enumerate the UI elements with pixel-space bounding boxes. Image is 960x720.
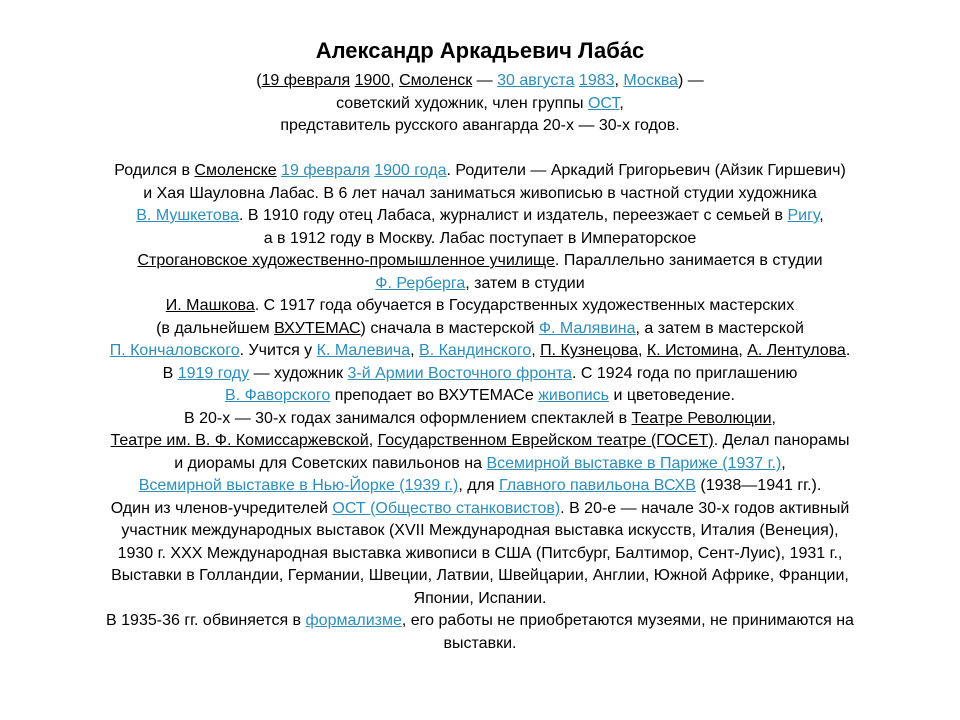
bio-line: Театре им. В. Ф. Комиссаржевской, Государственном Еврейском театре (ГОСЕТ). Делал панорамы <box>110 432 850 449</box>
link-theatre-revolution[interactable]: Театре Революции <box>631 409 772 427</box>
link-istomin[interactable]: К. Истомина <box>646 342 739 359</box>
link-malevich[interactable]: К. Малевича <box>316 342 411 359</box>
link-komissarzhevskaya[interactable]: Театре им. В. Ф. Комиссаржевской <box>110 432 369 449</box>
link-expo-ny[interactable]: Всемирной выставке в Нью-Йорке (1939 г.) <box>138 477 459 494</box>
bio-line: В 1935-36 гг. обвиняется в формализме, его работы не приобретаются музеями, не принимаются на <box>106 612 854 629</box>
bio-line: Один из членов-учредителей ОСТ (Общество станковистов). В 20-е — начале 30-х годов активный <box>110 499 850 517</box>
link-birth-date[interactable]: 19 февраля <box>261 72 351 89</box>
link-birth-year[interactable]: 1900 <box>354 72 391 89</box>
link-death-date[interactable]: 30 августа <box>497 72 575 89</box>
link-lentulov[interactable]: А. Лентулова <box>747 342 846 359</box>
link-konchalovsky[interactable]: П. Кончаловского <box>109 342 240 359</box>
link-painting[interactable]: живопись <box>538 387 609 404</box>
link-rerberg[interactable]: Ф. Рерберга <box>375 274 466 292</box>
page-title: Александр Аркадьевич Лаба́с <box>315 38 645 63</box>
link-riga[interactable]: Ригу <box>787 207 820 224</box>
bio-line: Выставки в Голландии, Германии, Швеции, Латвии, Швейцарии, Англии, Южной Африке, Франции, <box>111 567 849 584</box>
bio-line: (в дальнейшем ВХУТЕМАС) сначала в мастерской Ф. Малявина, а затем в мастерской <box>156 319 804 337</box>
subtitle <box>0 70 960 138</box>
bio-line: Родился в Смоленске 19 февраля 1900 года. Родители — Аркадий Григорьевич (Айзик Гиршевич) <box>114 162 846 179</box>
bio-line: 1930 г. XXX Международная выставка живописи в США (Питсбург, Балтимор, Сент-Луис), 1931 г., <box>117 544 843 562</box>
link-stroganov-school[interactable]: Строгановское художественно-промышленное училище <box>137 252 555 269</box>
link-malyavin[interactable]: Ф. Малявина <box>538 319 636 337</box>
bio-line: выставки. <box>443 634 517 652</box>
link-death-year[interactable]: 1983 <box>578 72 615 89</box>
link-feb-19[interactable]: 19 февраля <box>281 162 370 179</box>
bio-line: Японии, Испании. <box>413 589 547 607</box>
link-ost-society[interactable]: ОСТ (Общество станковистов) <box>332 499 561 517</box>
bio-line: а в 1912 году в Москву. Лабас поступает в Императорское <box>263 229 697 247</box>
bio-line: И. Машкова. С 1917 года обучается в Государственных художественных мастерских <box>165 297 795 314</box>
link-vskhv[interactable]: Главного павильона ВСХВ <box>498 477 696 494</box>
link-1900[interactable]: 1900 года <box>374 162 447 179</box>
link-expo-paris[interactable]: Всемирной выставке в Париже (1937 г.) <box>486 454 782 472</box>
bio-line: В. Фаворского преподает во ВХУТЕМАСе живопись и цветоведение. <box>225 387 735 404</box>
subtitle-line-3: представитель русского авангарда 20-х — 30-х годов. <box>280 117 680 134</box>
link-kandinsky[interactable]: В. Кандинского <box>419 342 532 359</box>
link-1919[interactable]: 1919 году <box>177 364 250 382</box>
biography <box>40 160 920 655</box>
bio-line: В 1919 году — художник 3-й Армии Восточного фронта. С 1924 года по приглашению <box>162 364 798 382</box>
bio-line: Всемирной выставке в Нью-Йорке (1939 г.), для Главного павильона ВСХВ (1938—1941 гг.). <box>138 477 822 494</box>
subtitle-line-2: советский художник, член группы ОСТ, <box>336 94 624 112</box>
link-vkhutemas[interactable]: ВХУТЕМАС <box>274 319 361 337</box>
bio-line: и диорамы для Советских павильонов на Всемирной выставке в Париже (1937 г.), <box>174 454 786 472</box>
link-3rd-army[interactable]: 3-й Армии Восточного фронта <box>347 364 572 382</box>
bio-line: П. Кончаловского. Учится у К. Малевича, В. Кандинского, П. Кузнецова, К. Истомина, А. Лентулова. <box>109 342 851 359</box>
link-favorsky[interactable]: В. Фаворского <box>225 387 331 404</box>
link-smolensk[interactable]: Смоленске <box>194 162 277 179</box>
link-formalism[interactable]: формализме <box>305 612 402 629</box>
link-kuznetsov[interactable]: П. Кузнецова <box>540 342 639 359</box>
bio-line: В. Мушкетова. В 1910 году отец Лабаса, журналист и издатель, переезжает с семьей в Ригу, <box>136 207 824 224</box>
bio-line: и Хая Шауловна Лабас. В 6 лет начал заниматься живописью в частной студии художника <box>143 184 817 202</box>
bio-line: В 20-х — 30-х годах занимался оформлением спектаклей в Театре Революции, <box>184 409 776 427</box>
bio-line: участник международных выставок (XVII Международная выставка искусств, Италия (Венеция), <box>121 522 839 539</box>
link-birth-city[interactable]: Смоленск <box>399 72 473 89</box>
link-mushketov[interactable]: В. Мушкетова <box>136 207 239 224</box>
link-mashkov[interactable]: И. Машкова <box>165 297 255 314</box>
link-death-city[interactable]: Москва <box>623 72 679 89</box>
bio-line: Ф. Рерберга, затем в студии <box>375 274 585 292</box>
link-ost[interactable]: ОСТ <box>587 94 620 112</box>
link-goset[interactable]: Государственном Еврейском театре (ГОСЕТ) <box>377 432 714 449</box>
bio-line: Строгановское художественно-промышленное училище. Параллельно занимается в студии <box>137 252 823 269</box>
subtitle-line-1: (19 февраля 1900, Смоленск — 30 августа 1983, Москва) — <box>256 72 704 89</box>
